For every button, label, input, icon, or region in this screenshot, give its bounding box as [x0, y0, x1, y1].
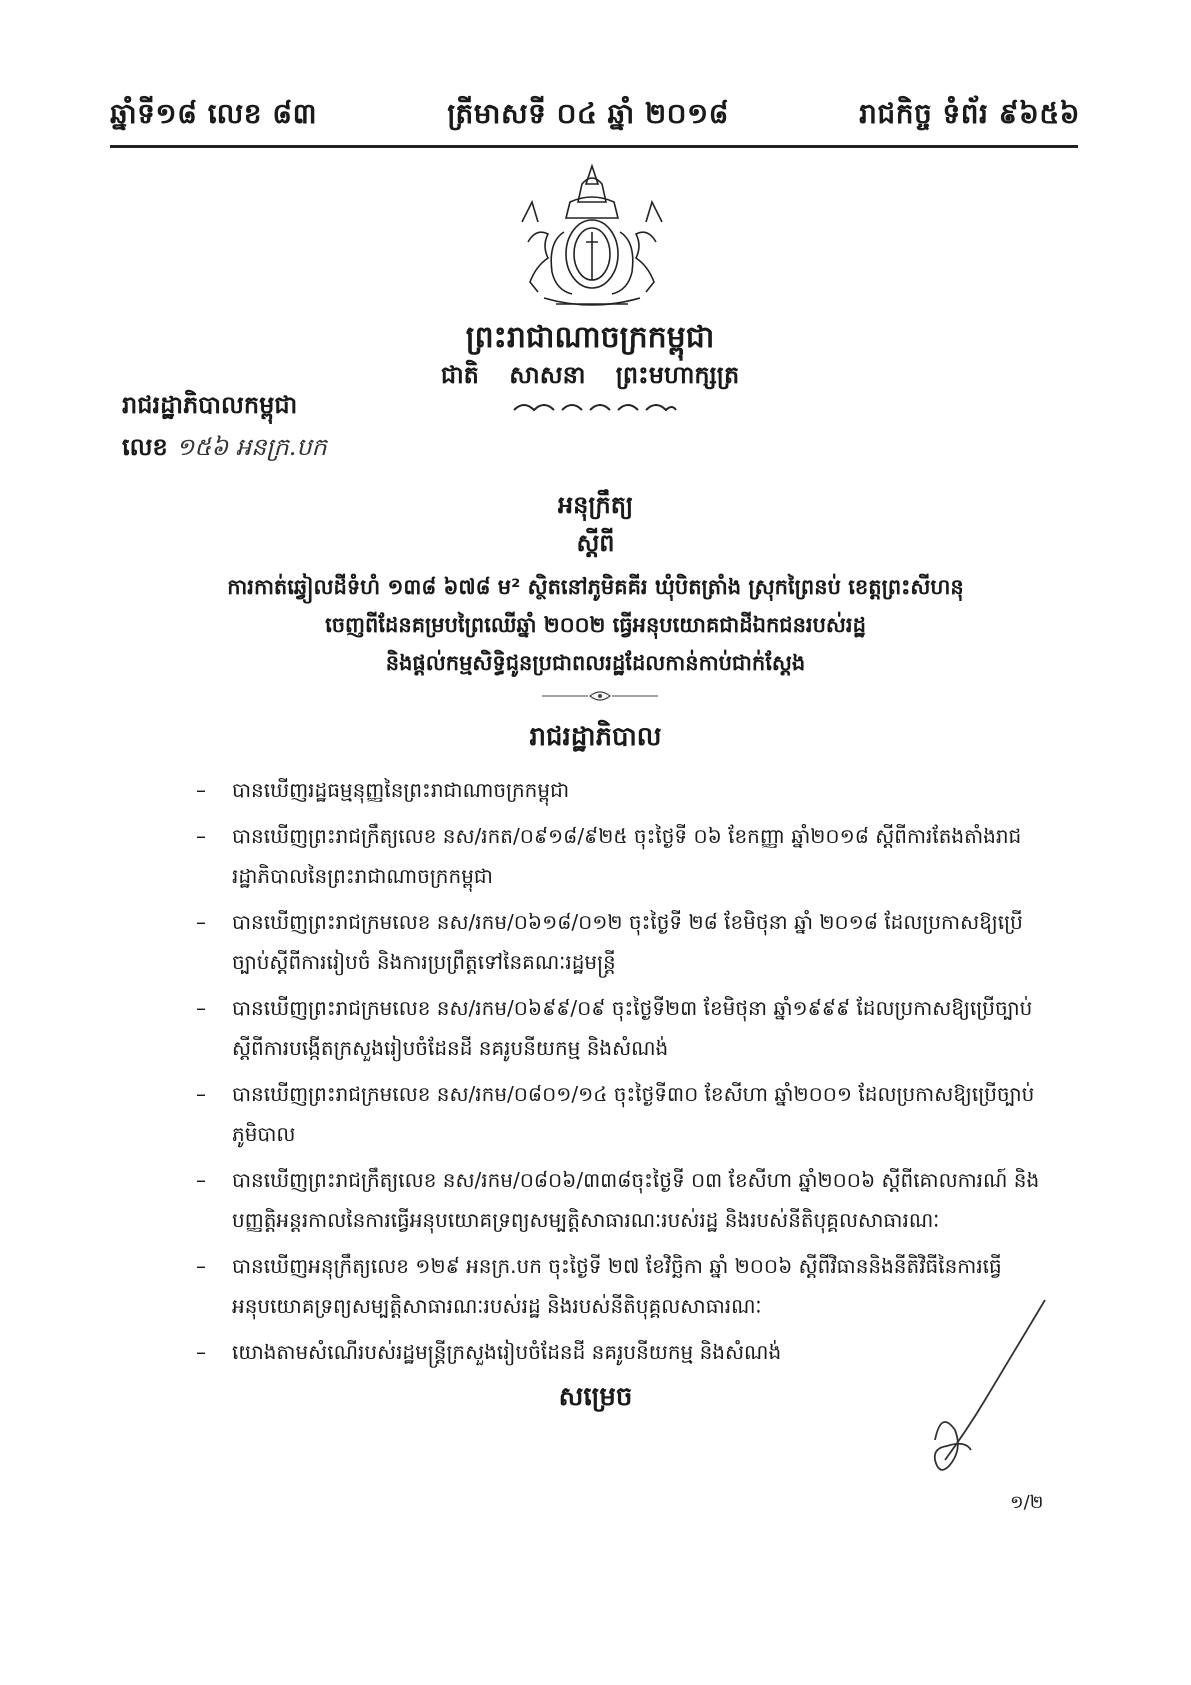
- subject-line: ការកាត់ឆ្វៀលដីទំហំ ១៣៨ ៦៧៨ ម² ស្ថិតនៅភូមិគគីរ ឃុំបិតត្រាំង ស្រុកព្រៃនប់ ខេត្តព្រះសីហនុ: [227, 575, 964, 599]
- national-motto: ជាតិ សាសនា ព្រះមហាក្សត្រ: [440, 361, 740, 389]
- clause-item: [196, 902, 1056, 982]
- clause-text: បានឃើញព្រះរាជក្រឹត្យលេខ នស/រកត/០៩១៨/៩២៥ ចុះថ្ងៃទី ០៦ ខែកញ្ញា ឆ្នាំ២០១៨ ស្តីពីការតែងតាំងរាជរដ្ឋាភិបាលនៃព្រះរាជាណាចក្រកម្ពុជា: [232, 824, 1022, 888]
- clause-marker: –: [196, 778, 206, 802]
- signature-icon: [905, 1290, 1055, 1480]
- government-label: រាជរដ្ឋាភិបាលកម្ពុជា: [122, 391, 298, 419]
- clause-text: បានឃើញព្រះរាជក្រមលេខ នស/រកម/០៨០១/១៤ ចុះថ្ងៃទី៣០ ខែសីហា ឆ្នាំ២០០១ ដែលប្រកាសឱ្យប្រើច្បាប់ភូមិបាល: [232, 1082, 1035, 1146]
- subject-line: ចេញពីដែនគម្របព្រៃឈើឆ្នាំ ២០០២ ធ្វើអនុបយោគជាដីឯកជនរបស់រដ្ឋ: [325, 613, 866, 637]
- decision-heading: សម្រេច: [558, 1382, 633, 1412]
- clause-marker: –: [196, 996, 206, 1020]
- clause-marker: –: [196, 1340, 206, 1364]
- divider-ornament-icon: [540, 688, 660, 704]
- document-about: ស្តីពី: [576, 529, 615, 557]
- clause-text: បានឃើញរដ្ឋធម្មនុញ្ញនៃព្រះរាជាណាចក្រកម្ពុជា: [232, 778, 570, 802]
- preamble-clauses: [196, 770, 1056, 1378]
- clause-marker: –: [196, 1168, 206, 1192]
- clause-marker: –: [196, 910, 206, 934]
- ornament-icon: [510, 398, 680, 416]
- subject-line: និងផ្តល់កម្មសិទ្ធិជូនប្រជាពលរដ្ឋដែលកាន់កាប់ជាក់ស្តែង: [385, 651, 806, 675]
- document-type: អនុក្រឹត្យ: [557, 491, 634, 519]
- document-number-value: ១៥៦ អនក្រ.បក: [176, 433, 327, 461]
- government-heading: រាជរដ្ឋាភិបាល: [529, 722, 662, 752]
- clause-text: យោងតាមសំណើរបស់រដ្ឋមន្ត្រីក្រសួងរៀបចំដែនដី នគរូបនីយកម្ម និងសំណង់: [232, 1340, 782, 1364]
- document-subject: [165, 568, 1026, 682]
- clause-item: [196, 770, 1056, 810]
- kingdom-name: ព្រះរាជាណាចក្រកម្ពុជា: [465, 320, 715, 355]
- clause-text: បានឃើញព្រះរាជក្រមលេខ នស/រកម/០៦៩៩/០៩ ចុះថ្ងៃទី២៣ ខែមិថុនា ឆ្នាំ១៩៩៩ ដែលប្រកាសឱ្យប្រើច្បាប់ស្តីពីការបង្កើតក្រសួងរៀបចំដែនដី នគរូបនីយកម្ម និងសំណង់: [232, 996, 1033, 1060]
- clause-marker: –: [196, 1254, 206, 1278]
- document-number-prefix: លេខ: [122, 433, 168, 461]
- royal-coat-of-arms-icon: [508, 162, 676, 310]
- gazette-date: ត្រីមាសទី ០៤ ឆ្នាំ ២០១៨: [447, 97, 729, 130]
- clause-text: បានឃើញព្រះរាជក្រមលេខ នស/រកម/០៦១៨/០១២ ចុះថ្ងៃទី ២៨ ខែមិថុនា ឆ្នាំ ២០១៨ ដែលប្រកាសឱ្យប្រើច្បាប់ស្តីពីការរៀបចំ និងការប្រព្រឹត្តទៅនៃគណៈរដ្ឋមន្ត្រី: [232, 910, 1023, 974]
- header-rule: [110, 145, 1078, 148]
- gazette-header: [110, 96, 1080, 137]
- gazette-page: រាជកិច្ច ទំព័រ ៩៦៥៦: [859, 97, 1080, 130]
- clause-text: បានឃើញអនុក្រឹត្យលេខ ១២៩ អនក្រ.បក ចុះថ្ងៃទី ២៧ ខែវិច្ឆិកា ឆ្នាំ ២០០៦ ស្តីពីវិធាននិងនីតិវិធីនៃការធ្វើអនុបយោគទ្រព្យសម្បត្តិសាធារណៈរបស់រដ្ឋ និងរបស់នីតិបុគ្គលសាធារណៈ: [232, 1254, 1002, 1318]
- clause-item: [196, 1074, 1056, 1154]
- clause-item: [196, 816, 1056, 896]
- clause-marker: –: [196, 1082, 206, 1106]
- clause-item: [196, 988, 1056, 1068]
- clause-text: បានឃើញព្រះរាជក្រឹត្យលេខ នស/រកម/០៨០៦/៣៣៨ចុះថ្ងៃទី ០៣ ខែសីហា ឆ្នាំ២០០៦ ស្តីពីគោលការណ៍ និងបញ្ញត្តិអន្តរកាលនៃការធ្វើអនុបយោគទ្រព្យសម្បត្តិសាធារណៈរបស់រដ្ឋ និងរបស់នីតិបុគ្គលសាធារណៈ: [232, 1168, 1040, 1232]
- clause-item: [196, 1160, 1056, 1240]
- page-number: ១/២: [1010, 1492, 1044, 1513]
- document-number: [122, 432, 327, 467]
- clause-marker: –: [196, 824, 206, 848]
- year-issue: ឆ្នាំទី១៨ លេខ ៨៣: [110, 97, 318, 130]
